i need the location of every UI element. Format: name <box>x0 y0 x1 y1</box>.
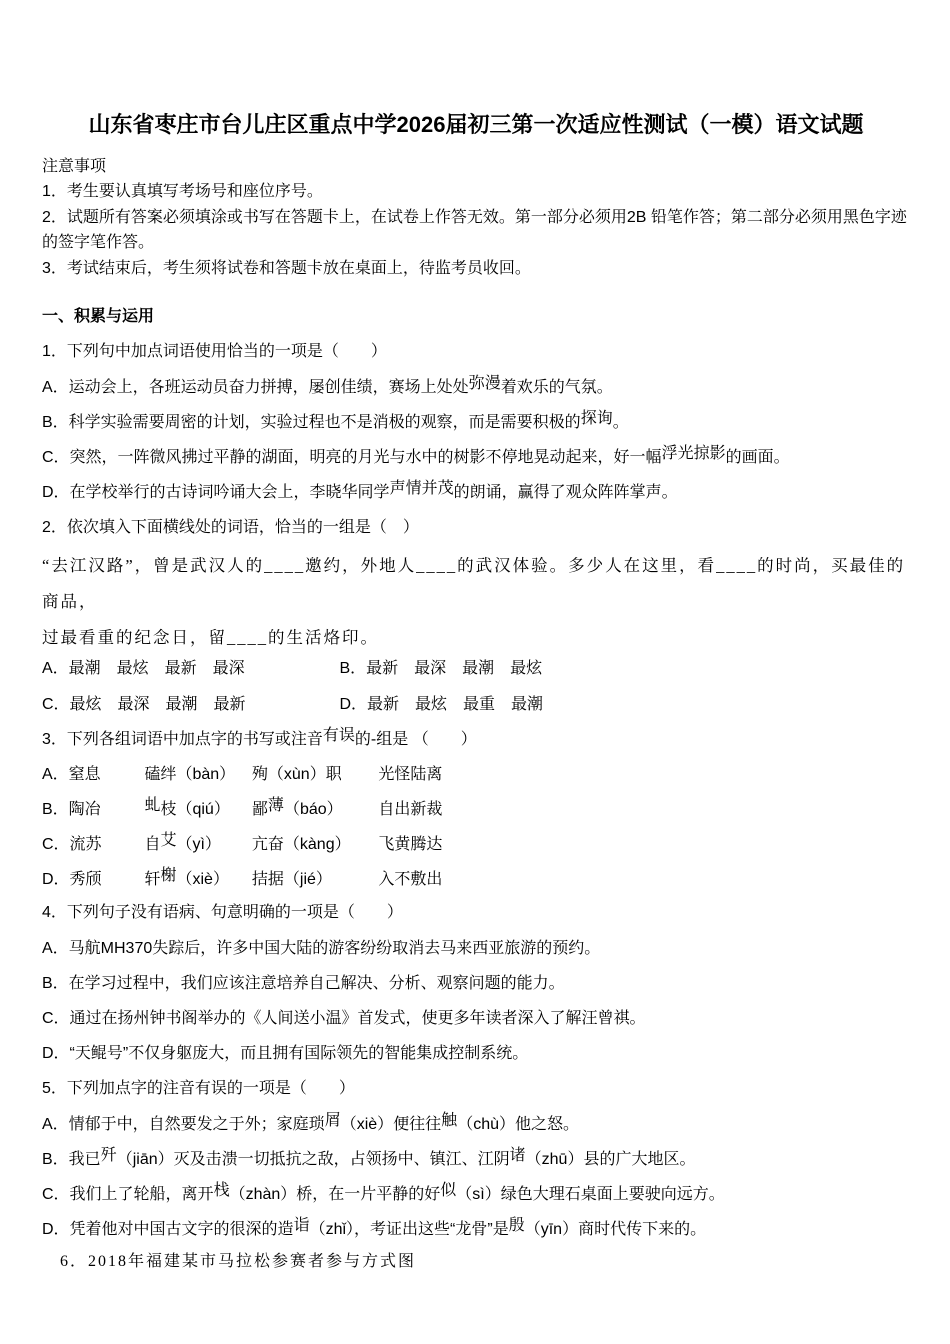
question-3-stem: 3．下列各组词语中加点字的书写或注音有误的-组是 （ ） <box>42 727 477 748</box>
section-heading: 一、积累与运用 <box>42 308 155 325</box>
question-2-options-row-1 <box>42 658 910 680</box>
question-6-stem: 6．2018年福建某市马拉松参赛者参与方式图 <box>60 1253 417 1270</box>
question-3-option-c <box>42 833 910 857</box>
question-1 <box>42 340 910 504</box>
question-5-option-a: A．情郁于中，自然要发之于外；家庭琐屑（xiè）便往往触（chù）他之怒。 <box>42 1112 579 1133</box>
question-5-option-b: B．我已歼（jiān）灭及击溃一切抵抗之敌，占领扬中、镇江、江阴诸（zhū）县的广大地区。 <box>42 1147 696 1168</box>
word-cell: 拮据（jié） <box>251 871 332 888</box>
word-cell: 入不敷出 <box>378 871 443 888</box>
question-4-option-c: C．通过在扬州钟书阁举办的《人间送小温》首发式，使更多年读者深入了解汪曾祺。 <box>42 1010 646 1027</box>
question-3-option-d <box>42 868 910 892</box>
word-cell: A．窒息 <box>42 766 101 783</box>
question-4-stem: 4．下列句子没有语病、句意明确的一项是（ ） <box>42 904 403 921</box>
word-cell: 自艾（yì） <box>144 832 221 853</box>
word-cell: 殉（xùn）职 <box>251 766 342 783</box>
question-2-passage-line-2: 过最看重的纪念日，留____的生活烙印。 <box>42 628 379 647</box>
question-1-option-a: A．运动会上，各班运动员奋力拼搏，屡创佳绩，赛场上处处弥漫着欢乐的气氛。 <box>42 375 613 396</box>
question-4-option-d: D．“天鲲号”不仅身躯庞大，而且拥有国际领先的智能集成控制系统。 <box>42 1045 529 1062</box>
question-2-option-b: B．最新 最深 最潮 最炫 <box>339 660 543 677</box>
notice-item-1: 1．考生要认真填写考场号和座位序号。 <box>42 183 323 200</box>
question-3-option-a <box>42 763 910 787</box>
question-2-option-d: D．最新 最炫 最重 最潮 <box>339 696 544 713</box>
word-cell: C．流苏 <box>42 836 102 853</box>
word-cell: 鄙薄（báo） <box>251 797 343 818</box>
question-2-options-row-2 <box>42 694 910 716</box>
question-4 <box>42 901 910 1065</box>
notice-item-3: 3．考试结束后，考生须将试卷和答题卡放在桌面上，待监考员收回。 <box>42 259 531 277</box>
word-cell: 磕绊（bàn） <box>144 766 236 783</box>
question-2-stem: 2．依次填入下面横线处的词语，恰当的一组是（ ） <box>42 519 419 536</box>
question-5-stem: 5．下列加点字的注音有误的一项是（ ） <box>42 1080 355 1097</box>
question-5-option-d: D．凭着他对中国古文字的很深的造诣（zhǐ），考证出这些“龙骨”是殷（yīn）商时代传下来的。 <box>42 1217 707 1238</box>
question-5-option-c: C．我们上了轮船，离开栈（zhàn）桥，在一片平静的好似（sì）绿色大理石桌面上要驶向远方。 <box>42 1182 725 1203</box>
word-cell: 飞黄腾达 <box>378 836 443 853</box>
word-cell: 光怪陆离 <box>378 766 443 783</box>
question-1-option-c: C．突然，一阵微风拂过平静的湖面，明亮的月光与水中的树影不停地晃动起来，好一幅浮光掠影的画面。 <box>42 445 790 466</box>
word-cell: 虬枝（qiú） <box>144 797 230 818</box>
question-2 <box>42 516 910 716</box>
page-title: 山东省枣庄市台儿庄区重点中学2026届初三第一次适应性测试（一模）语文试题 <box>88 112 864 137</box>
word-cell: 轩榭（xiè） <box>144 867 229 888</box>
question-2-passage-line-1: “去江汉路”，曾是武汉人的____邀约，外地人____的武汉体验。多少人在这里，看____的时尚，买最佳的商品， <box>42 556 906 611</box>
question-1-stem: 1．下列句中加点词语使用恰当的一项是（ ） <box>42 343 387 360</box>
word-cell: 自出新裁 <box>378 801 443 818</box>
question-2-option-a: A．最潮 最炫 最新 最深 <box>42 660 245 677</box>
question-3 <box>42 728 910 892</box>
notice-section <box>42 154 910 281</box>
question-1-option-d: D．在学校举行的古诗词吟诵大会上，李晓华同学声情并茂的朗诵，赢得了观众阵阵掌声。 <box>42 480 678 501</box>
word-cell: 亢奋（kàng） <box>251 836 351 853</box>
notice-item-2: 2．试题所有答案必须填涂或书写在答题卡上，在试卷上作答无效。第一部分必须用2B 铅笔作答；第二部分必须用黑色字迹的签字笔作答。 <box>42 208 907 251</box>
question-4-option-b: B．在学习过程中，我们应该注意培养自己解决、分析、观察问题的能力。 <box>42 975 565 992</box>
question-5 <box>42 1077 910 1241</box>
question-2-option-c: C．最炫 最深 最潮 最新 <box>42 696 246 713</box>
question-3-option-b <box>42 798 910 822</box>
word-cell: B．陶冶 <box>42 801 101 818</box>
word-cell: D．秀颀 <box>42 871 102 888</box>
notice-heading: 注意事项 <box>42 158 107 175</box>
question-1-option-b: B．科学实验需要周密的计划，实验过程也不是消极的观察，而是需要积极的探询。 <box>42 410 629 431</box>
question-4-option-a: A．马航MH370失踪后，许多中国大陆的游客纷纷取消去马来西亚旅游的预约。 <box>42 940 601 957</box>
